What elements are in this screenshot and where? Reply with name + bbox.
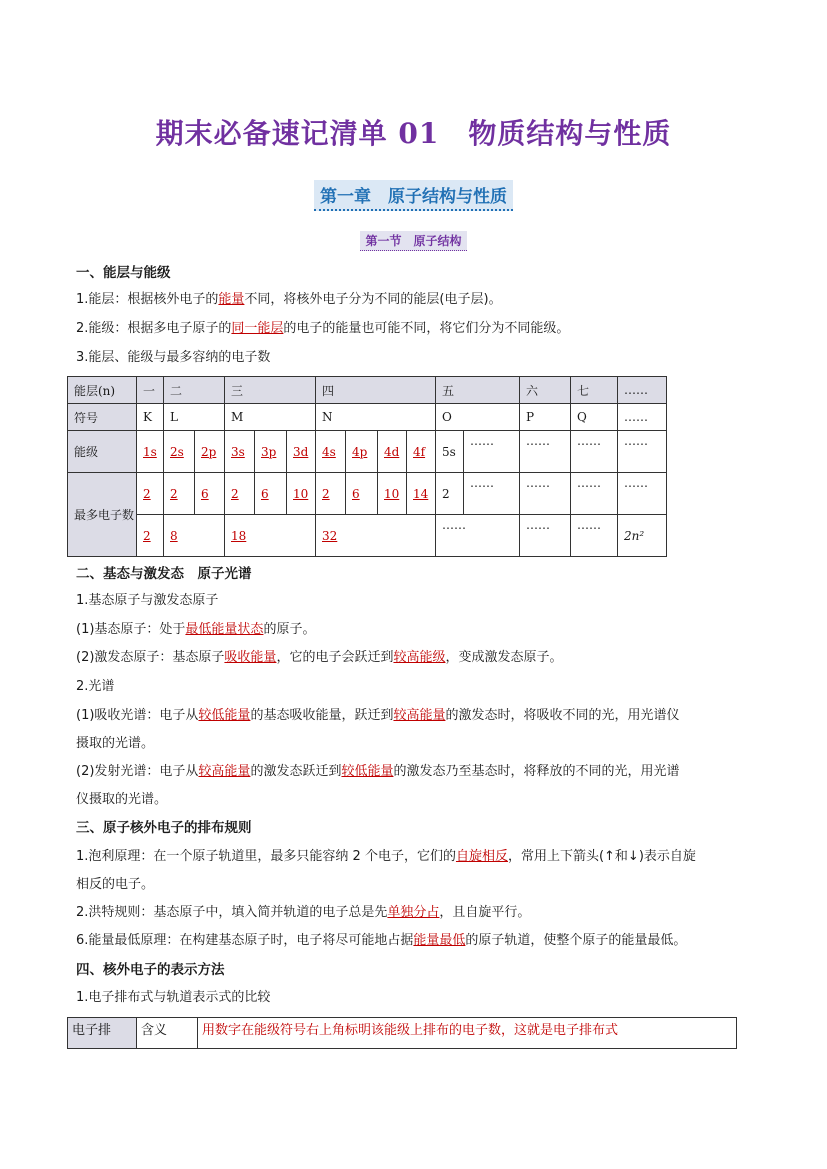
max-level-cell: 2 [164, 473, 195, 515]
max-level-cell: 6 [255, 473, 287, 515]
layer-cell: 四 [316, 377, 436, 404]
symbol-cell: L [164, 404, 225, 431]
paragraph: 2.光谱 [76, 679, 115, 694]
level-cell: …… [571, 431, 618, 473]
row-label-layer: 能层(n) [68, 377, 137, 404]
paragraph: 摄取的光谱。 [76, 736, 155, 751]
level-cell: …… [618, 431, 667, 473]
max-level-cell: 2 [225, 473, 255, 515]
row-label-max-electrons: 最多电子数 [68, 473, 137, 557]
level-cell: 4d [378, 431, 407, 473]
level-cell: 2s [164, 431, 195, 473]
symbol-cell: Q [571, 404, 618, 431]
level-cell: 2p [195, 431, 225, 473]
heading-energy-layers: 一、能层与能级 [76, 265, 171, 281]
heading-ground-excited: 二、基态与激发态 原子光谱 [76, 566, 252, 582]
level-cell: 4s [316, 431, 346, 473]
paragraph: (1)吸收光谱：电子从较低能量的基态吸收能量，跃迁到较高能量的激发态时，将吸收不同的光，用光谱仪 [76, 708, 680, 723]
level-cell: …… [520, 431, 571, 473]
level-cell: …… [464, 431, 520, 473]
level-cell: 3p [255, 431, 287, 473]
layer-cell: 六 [520, 377, 571, 404]
section-heading: 第一节 原子结构 [360, 231, 466, 251]
chapter-heading: 第一章 原子结构与性质 [314, 180, 513, 211]
max-level-cell: 10 [378, 473, 407, 515]
symbol-cell: K [137, 404, 164, 431]
symbol-cell: O [436, 404, 520, 431]
layer-cell: 一 [137, 377, 164, 404]
paragraph: (2)发射光谱：电子从较高能量的激发态跃迁到较低能量的激发态乃至基态时，将释放的不同的光，用光谱 [76, 764, 680, 779]
table-cell: 用数字在能级符号右上角标明该能级上排布的电子数，这就是电子排布式 [198, 1018, 737, 1049]
level-cell: 4f [407, 431, 436, 473]
paragraph: 6.能量最低原理：在构建基态原子时，电子将尽可能地占据能量最低的原子轨道，使整个原子的能量最低。 [76, 933, 687, 948]
level-cell: 1s [137, 431, 164, 473]
paragraph: 1.电子排布式与轨道表示式的比较 [76, 990, 271, 1005]
document-title: 期末必备速记清单 01 物质结构与性质 [155, 117, 672, 150]
max-level-cell: 2 [316, 473, 346, 515]
level-cell: 5s [436, 431, 464, 473]
paragraph: 1.泡利原理：在一个原子轨道里，最多只能容纳 2 个电子，它们的自旋相反，常用上下箭头(↑和↓)表示自旋 [76, 849, 696, 864]
max-level-cell: 2 [137, 473, 164, 515]
max-level-cell: 6 [195, 473, 225, 515]
paragraph: 仪摄取的光谱。 [76, 792, 168, 807]
table-cell: 含义 [137, 1018, 198, 1049]
symbol-cell: M [225, 404, 316, 431]
layer-cell: 二 [164, 377, 225, 404]
level-cell: 4p [346, 431, 378, 473]
symbol-cell: N [316, 404, 436, 431]
energy-level-table [67, 376, 667, 557]
symbol-cell: …… [618, 404, 667, 431]
paragraph: 1.能层：根据核外电子的能量不同，将核外电子分为不同的能层(电子层)。 [76, 292, 502, 307]
max-layer-cell: 2 [137, 515, 164, 557]
level-cell: 3d [287, 431, 316, 473]
paragraph: (2)激发态原子：基态原子吸收能量，它的电子会跃迁到较高能级，变成激发态原子。 [76, 650, 563, 665]
heading-representation: 四、核外电子的表示方法 [76, 962, 225, 978]
layer-cell: 五 [436, 377, 520, 404]
layer-cell: 三 [225, 377, 316, 404]
max-layer-cell: 8 [164, 515, 225, 557]
max-layer-cell: …… [520, 515, 571, 557]
table-cell: 电子排 [68, 1018, 137, 1049]
max-level-cell: …… [571, 473, 618, 515]
layer-cell: …… [618, 377, 667, 404]
comparison-table [67, 1017, 737, 1049]
symbol-cell: P [520, 404, 571, 431]
max-level-cell: 10 [287, 473, 316, 515]
paragraph: 2.洪特规则：基态原子中，填入简并轨道的电子总是先单独分占，且自旋平行。 [76, 905, 531, 920]
heading-arrangement-rules: 三、原子核外电子的排布规则 [76, 820, 252, 836]
max-level-cell: …… [520, 473, 571, 515]
paragraph: 2.能级：根据多电子原子的同一能层的电子的能量也可能不同，将它们分为不同能级。 [76, 321, 570, 336]
paragraph: 1.基态原子与激发态原子 [76, 593, 219, 608]
max-layer-cell: 18 [225, 515, 316, 557]
paragraph: (1)基态原子：处于最低能量状态的原子。 [76, 622, 316, 637]
max-layer-cell: …… [571, 515, 618, 557]
max-layer-cell: 32 [316, 515, 436, 557]
row-label-level: 能级 [68, 431, 137, 473]
max-level-cell: 2 [436, 473, 464, 515]
max-level-cell: 14 [407, 473, 436, 515]
max-level-cell: 6 [346, 473, 378, 515]
max-level-cell: …… [618, 473, 667, 515]
max-layer-cell: 2n² [618, 515, 667, 557]
max-level-cell: …… [464, 473, 520, 515]
layer-cell: 七 [571, 377, 618, 404]
level-cell: 3s [225, 431, 255, 473]
row-label-symbol: 符号 [68, 404, 137, 431]
paragraph: 3.能层、能级与最多容纳的电子数 [76, 350, 271, 365]
paragraph: 相反的电子。 [76, 877, 155, 892]
max-layer-cell: …… [436, 515, 520, 557]
